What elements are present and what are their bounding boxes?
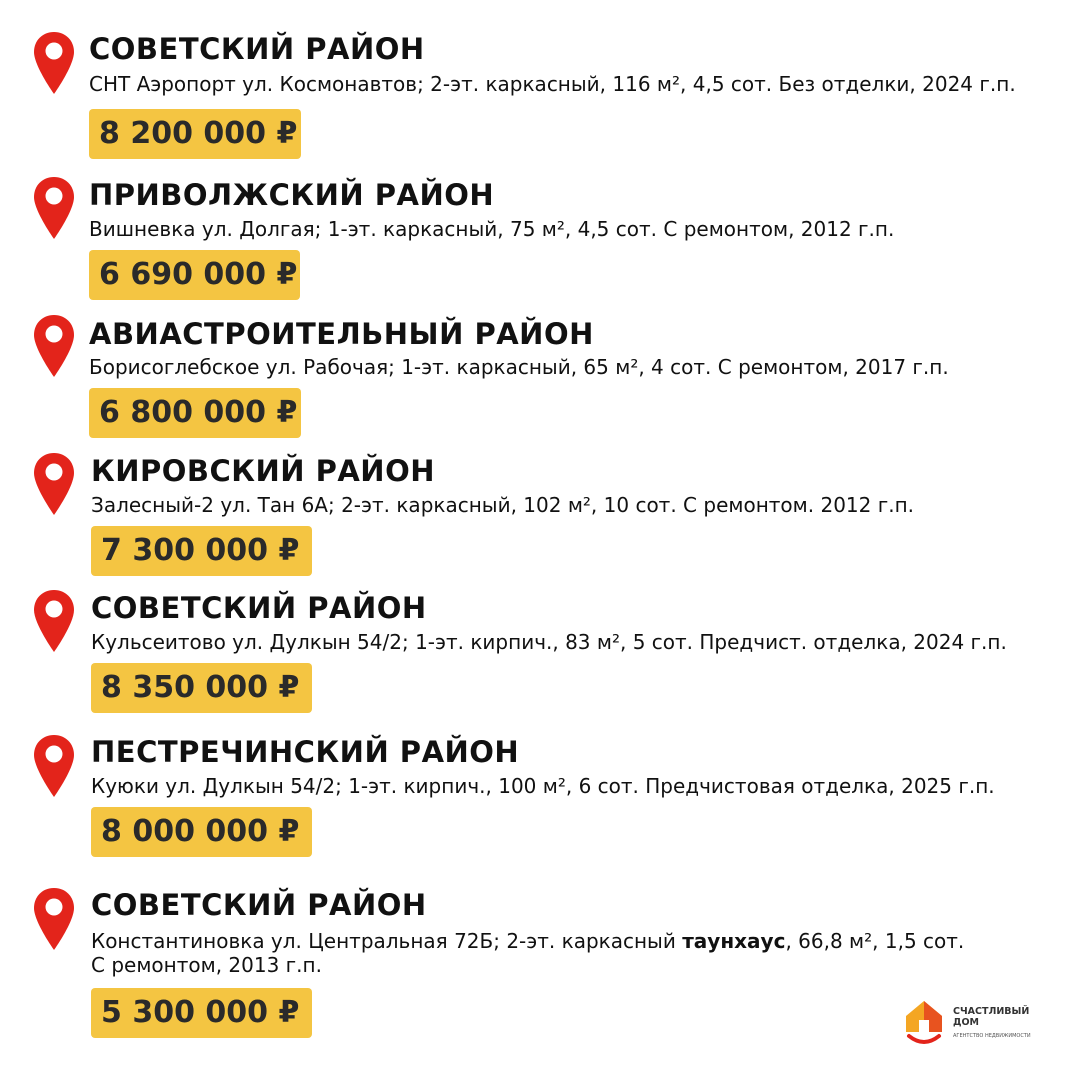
listing-description: Вишневка ул. Долгая; 1-эт. каркасный, 75 м², 4,5 сот. С ремонтом, 2012 г.п. xyxy=(89,217,895,241)
map-pin-icon xyxy=(32,451,76,517)
listing-description: Залесный-2 ул. Тан 6А; 2-эт. каркасный, 102 м², 10 сот. С ремонтом. 2012 г.п. xyxy=(91,493,915,517)
map-pin-icon xyxy=(32,588,76,654)
price-badge: 5 300 000 ₽ xyxy=(91,988,312,1038)
listing-description xyxy=(91,930,964,953)
logo-name xyxy=(953,1006,1053,1028)
house-logo-icon xyxy=(903,998,945,1048)
price-badge: 8 000 000 ₽ xyxy=(91,807,312,857)
district-name: СОВЕТСКИЙ РАЙОН xyxy=(91,591,427,625)
listing-description: СНТ Аэропорт ул. Космонавтов; 2-эт. каркасный, 116 м², 4,5 сот. Без отделки, 2024 г.п. xyxy=(89,72,1016,96)
logo-name-line2: ДОМ xyxy=(953,1017,979,1028)
logo-tagline: АГЕНТСТВО НЕДВИЖИМОСТИ xyxy=(953,1033,1031,1039)
listing-description: Борисоглебское ул. Рабочая; 1-эт. каркасный, 65 м², 4 сот. С ремонтом, 2017 г.п. xyxy=(89,355,949,379)
description-text: , 66,8 м², 1,5 сот. xyxy=(785,929,965,953)
description-text: Константиновка ул. Центральная 72Б; 2-эт. каркасный xyxy=(91,929,683,953)
price-badge: 6 800 000 ₽ xyxy=(89,388,301,438)
price-badge: 8 350 000 ₽ xyxy=(91,663,312,713)
district-name: ПРИВОЛЖСКИЙ РАЙОН xyxy=(89,178,495,212)
price-badge: 8 200 000 ₽ xyxy=(89,109,301,159)
listing-description: Кульсеитово ул. Дулкын 54/2; 1-эт. кирпич., 83 м², 5 сот. Предчист. отделка, 2024 г.п. xyxy=(91,630,1007,654)
district-name: ПЕСТРЕЧИНСКИЙ РАЙОН xyxy=(91,735,520,769)
listing-description-line2: С ремонтом, 2013 г.п. xyxy=(91,953,322,977)
description-highlight: таунхаус xyxy=(682,929,786,953)
district-name: СОВЕТСКИЙ РАЙОН xyxy=(89,32,425,66)
price-badge: 6 690 000 ₽ xyxy=(89,250,300,300)
map-pin-icon xyxy=(32,886,76,952)
map-pin-icon xyxy=(32,733,76,799)
logo-name-line1: СЧАСТЛИВЫЙ xyxy=(953,1006,1030,1017)
listing-description: Куюки ул. Дулкын 54/2; 1-эт. кирпич., 100 м², 6 сот. Предчистовая отделка, 2025 г.п. xyxy=(91,774,995,798)
district-name: СОВЕТСКИЙ РАЙОН xyxy=(91,888,427,922)
map-pin-icon xyxy=(32,313,76,379)
map-pin-icon xyxy=(32,175,76,241)
price-badge: 7 300 000 ₽ xyxy=(91,526,312,576)
district-name: АВИАСТРОИТЕЛЬНЫЙ РАЙОН xyxy=(89,317,594,351)
agency-logo xyxy=(903,998,1053,1048)
map-pin-icon xyxy=(32,30,76,96)
district-name: КИРОВСКИЙ РАЙОН xyxy=(91,454,436,488)
